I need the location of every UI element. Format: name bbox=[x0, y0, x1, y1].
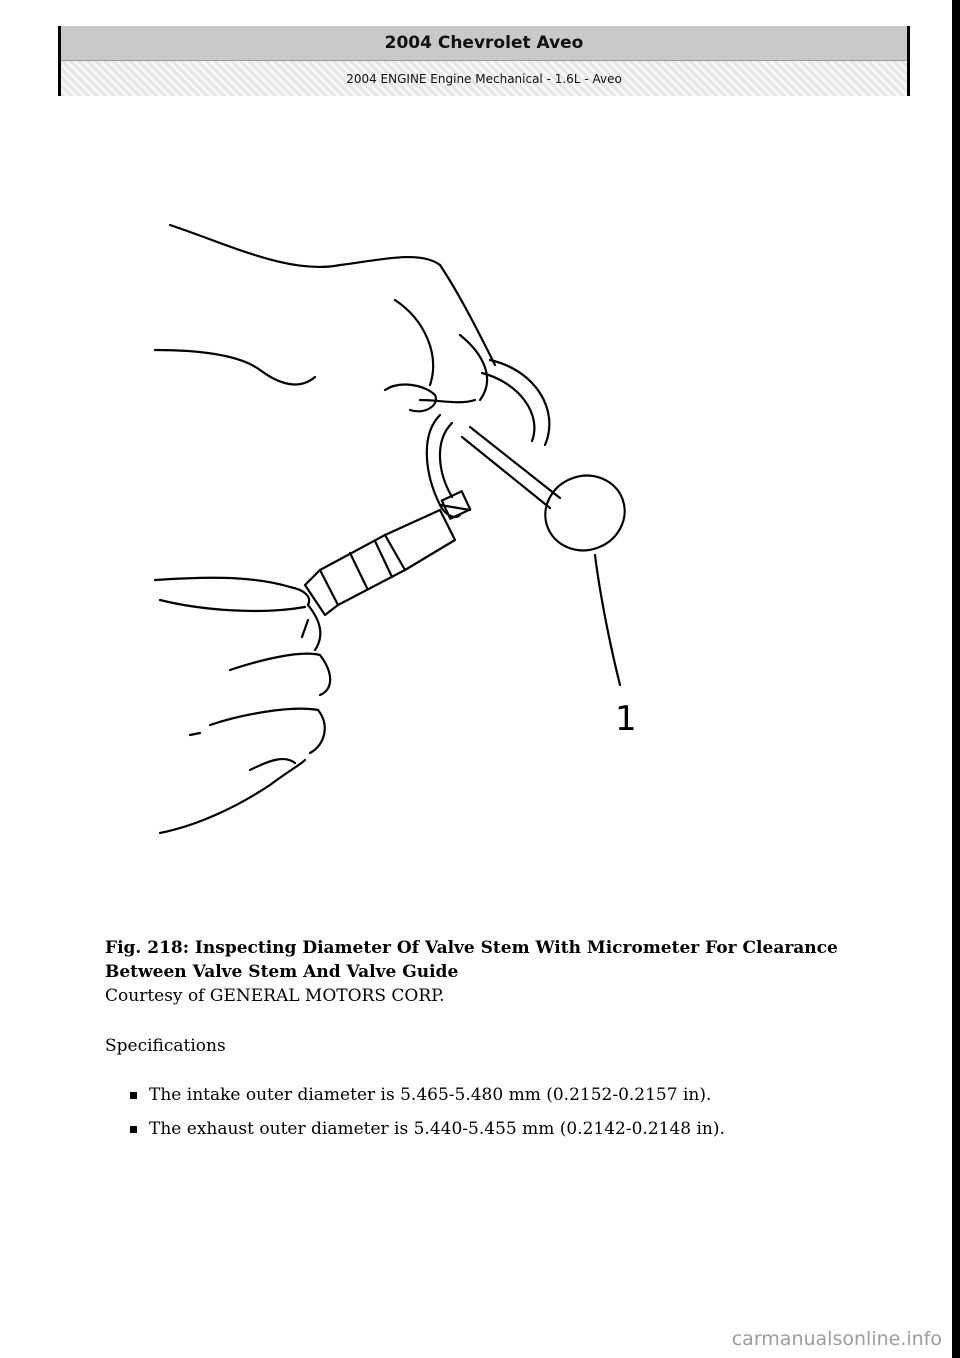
spec-text-exhaust: The exhaust outer diameter is 5.440-5.455 mm (0.2142-0.2148 in). bbox=[149, 1119, 725, 1139]
list-item bbox=[130, 1078, 890, 1112]
caption-title-line1: Fig. 218: Inspecting Diameter Of Valve Stem With Micrometer For Clearance bbox=[105, 938, 838, 958]
specifications-heading: Specifications bbox=[105, 1036, 226, 1056]
callout-1: 1 bbox=[615, 699, 637, 739]
watermark: carmanualsonline.info bbox=[731, 1328, 942, 1350]
specifications-list bbox=[130, 1078, 890, 1146]
caption-title-line2: Between Valve Stem And Valve Guide bbox=[105, 962, 459, 982]
header-title: 2004 Chevrolet Aveo bbox=[61, 26, 907, 61]
caption-courtesy: Courtesy of GENERAL MOTORS CORP. bbox=[105, 986, 445, 1006]
page-edge-rule bbox=[952, 0, 960, 1358]
list-item bbox=[130, 1112, 890, 1146]
document-header bbox=[58, 26, 910, 96]
figure-caption bbox=[105, 936, 895, 1008]
header-subtitle: 2004 ENGINE Engine Mechanical - 1.6L - Aveo bbox=[61, 61, 907, 96]
bullet-icon bbox=[130, 1126, 137, 1133]
spec-text-intake: The intake outer diameter is 5.465-5.480 mm (0.2152-0.2157 in). bbox=[149, 1085, 712, 1105]
bullet-icon bbox=[130, 1092, 137, 1099]
valve-stem-micrometer-illustration bbox=[140, 205, 660, 855]
